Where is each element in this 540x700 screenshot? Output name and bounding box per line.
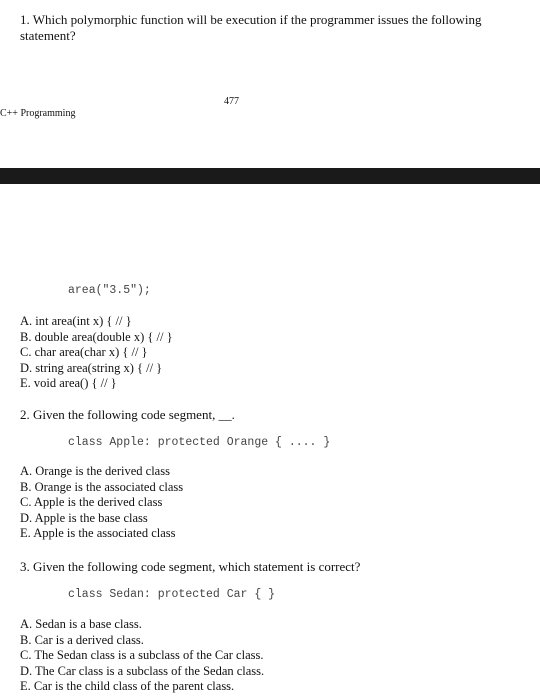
question-3-option-e: E. Car is the child class of the parent class.: [20, 679, 235, 694]
question-2-option-d: D. Apple is the base class: [20, 510, 148, 525]
book-title: C++ Programming: [0, 108, 76, 119]
question-1-option-e: E. void area() { // }: [20, 376, 117, 391]
scan-divider-bar: [0, 168, 540, 184]
question-1-code: area("3.5");: [68, 284, 151, 297]
question-3-option-a: A. Sedan is a base class.: [20, 617, 142, 631]
question-3-option-d: D. The Car class is a subclass of the Sedan class.: [20, 663, 265, 678]
question-2-option-b: B. Orange is the associated class: [20, 479, 184, 494]
question-1-option-b: B. double area(double x) { // }: [20, 329, 173, 344]
question-3-option-c: C. The Sedan class is a subclass of the Car class.: [20, 648, 264, 663]
question-3-text: 3. Given the following code segment, which statement is correct?: [20, 559, 361, 574]
question-1-option-a: A. int area(int x) { // }: [20, 314, 132, 328]
question-1-option-c: C. char area(char x) { // }: [20, 345, 148, 360]
question-2-code: class Apple: protected Orange { .... }: [68, 436, 331, 449]
question-1-option-d: D. string area(string x) { // }: [20, 360, 163, 375]
question-2-option-e: E. Apple is the associated class: [20, 526, 176, 541]
question-1-line-1: 1. Which polymorphic function will be execution if the programmer issues the following: [20, 12, 482, 27]
page-number: 477: [224, 96, 239, 107]
question-3-option-b: B. Car is a derived class.: [20, 632, 144, 647]
question-2-text: 2. Given the following code segment, __.: [20, 407, 235, 422]
question-2-option-c: C. Apple is the derived class: [20, 495, 163, 510]
question-1-line-2: statement?: [20, 28, 76, 43]
question-3-code: class Sedan: protected Car { }: [68, 588, 276, 601]
question-2-option-a: A. Orange is the derived class: [20, 464, 170, 478]
